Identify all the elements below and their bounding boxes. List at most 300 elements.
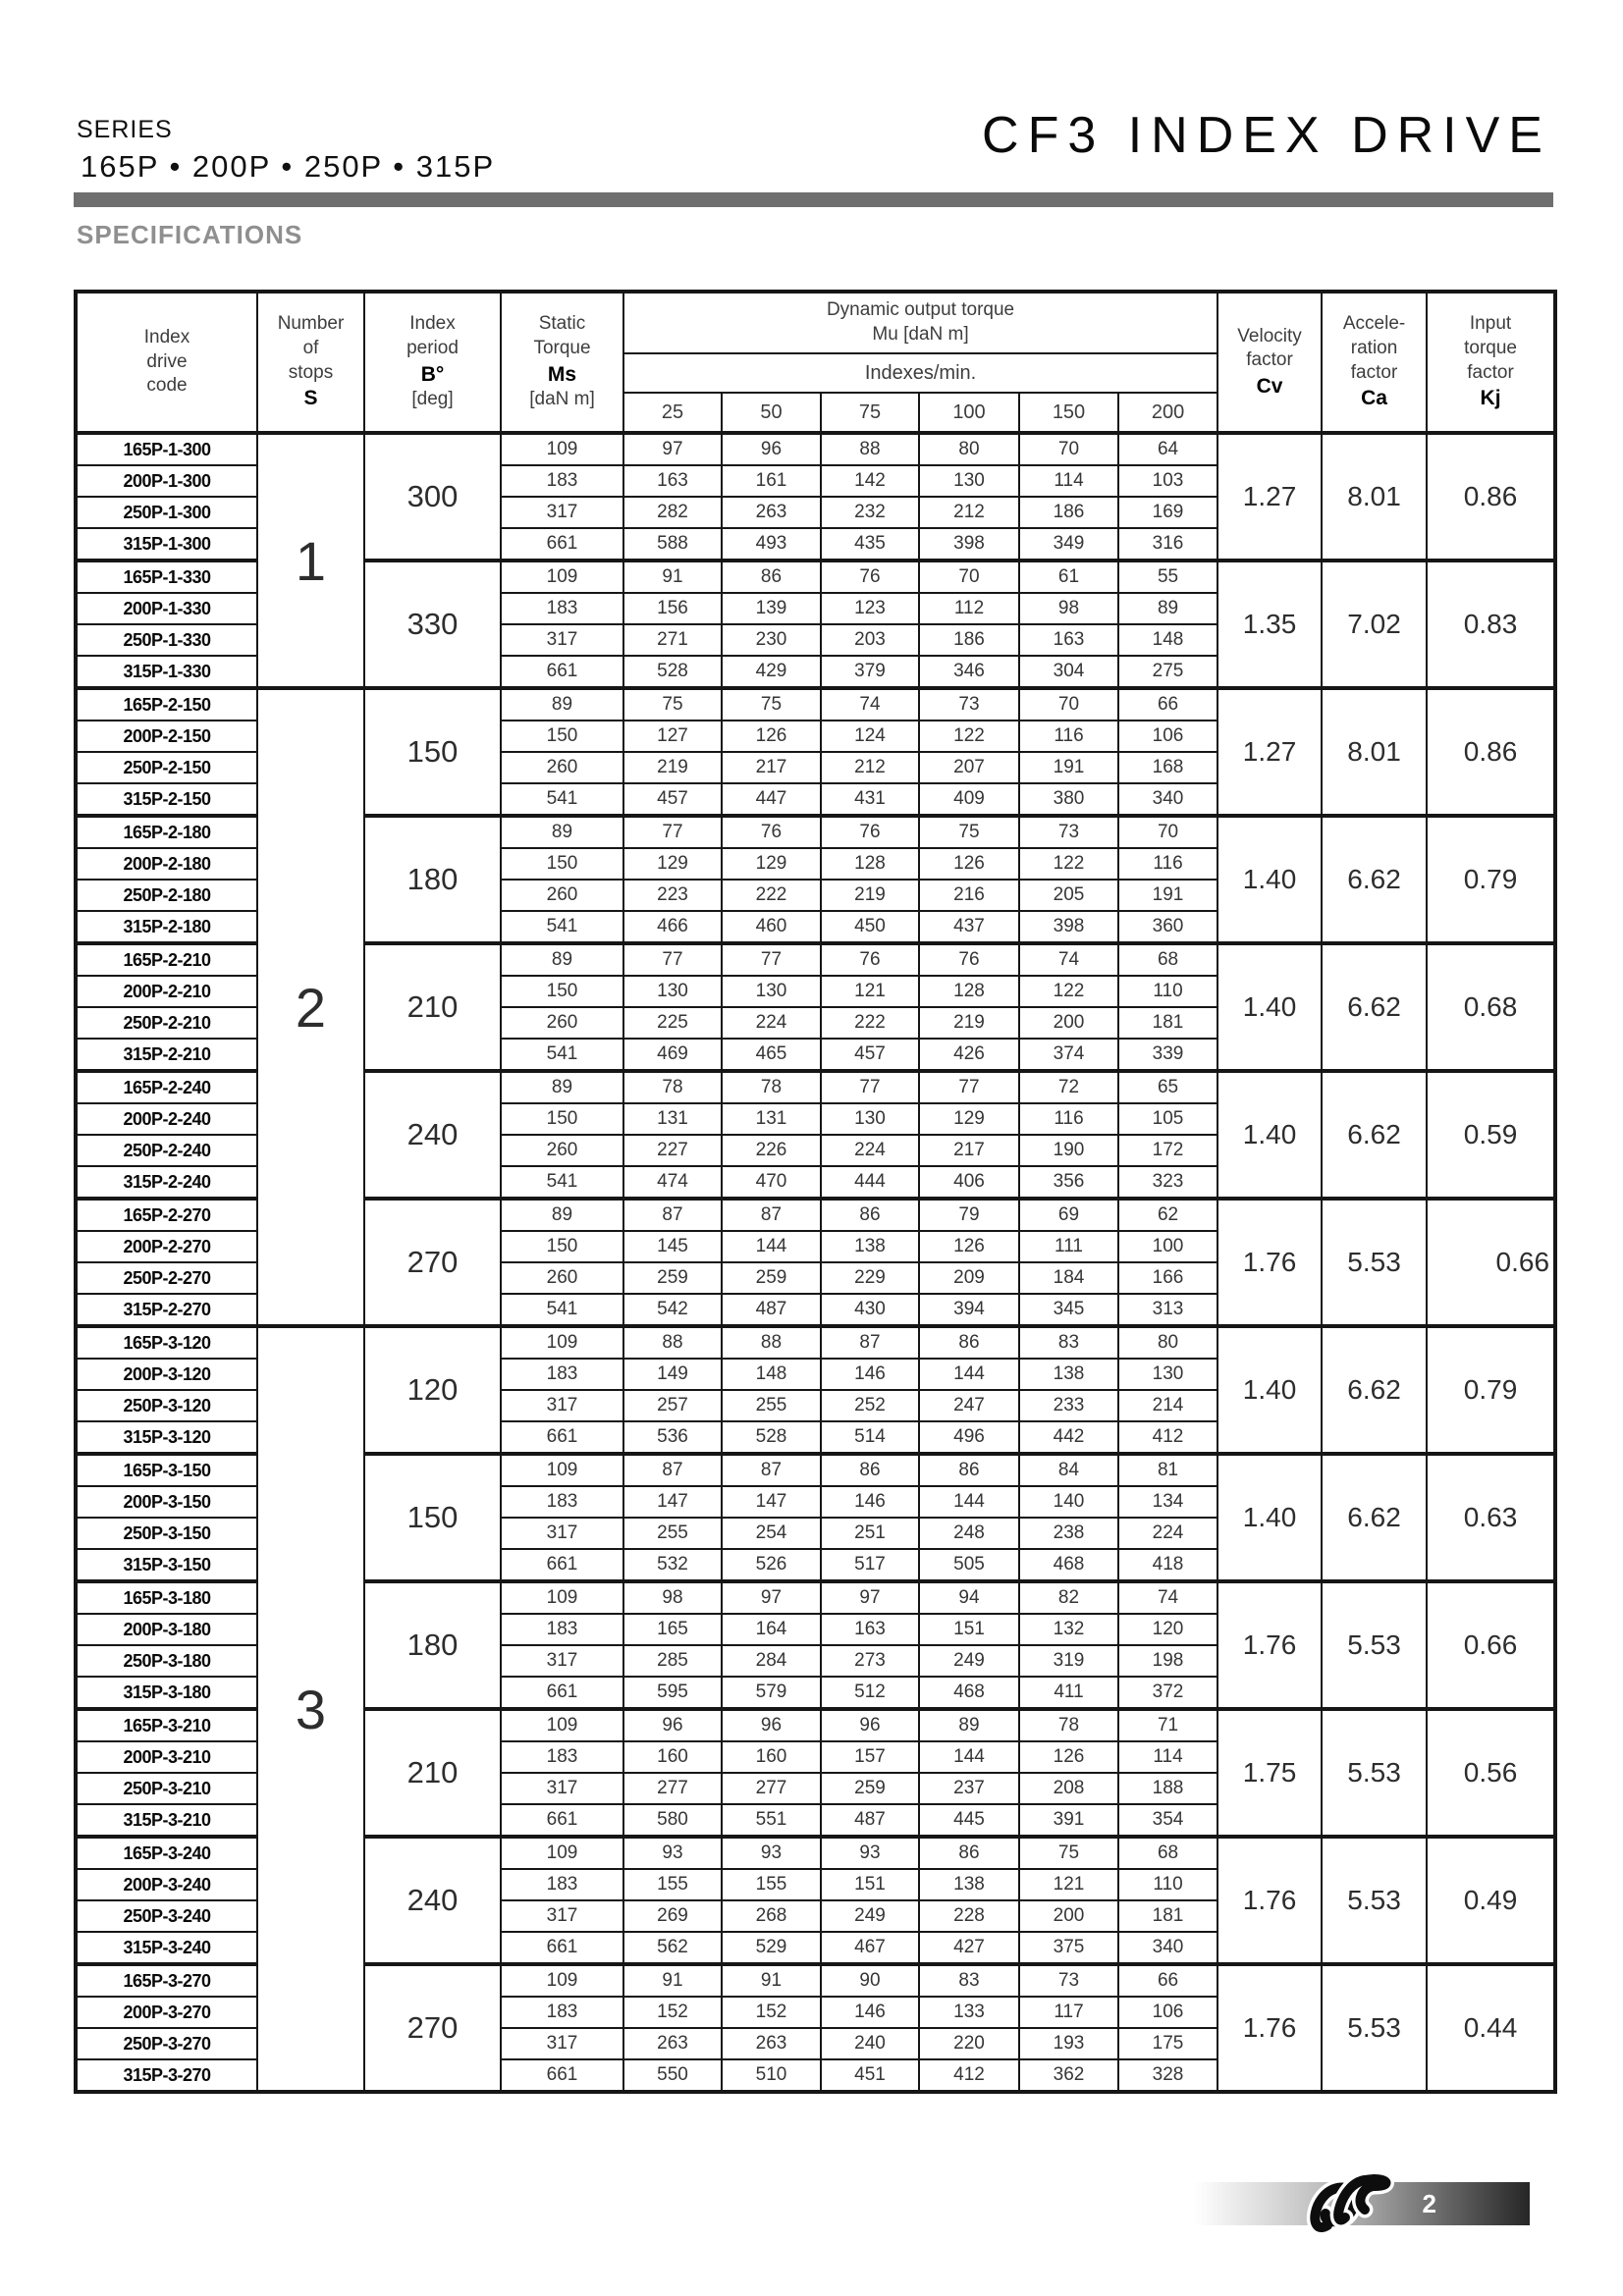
drive-code-cell: 315P-2-180 (76, 911, 257, 943)
dynamic-torque-cell: 78 (722, 1071, 821, 1103)
dynamic-torque-cell: 191 (1118, 880, 1217, 911)
dynamic-torque-cell: 128 (821, 848, 919, 880)
drive-code-cell: 200P-3-270 (76, 1997, 257, 2028)
dynamic-torque-cell: 93 (821, 1837, 919, 1869)
static-torque-cell: 183 (501, 465, 623, 497)
dynamic-torque-cell: 97 (722, 1581, 821, 1614)
header-index-drive-code: Index drive code (76, 292, 257, 433)
dynamic-torque-cell: 445 (919, 1804, 1019, 1837)
dynamic-torque-cell: 427 (919, 1932, 1019, 1964)
dynamic-torque-cell: 493 (722, 528, 821, 561)
dynamic-torque-cell: 426 (919, 1039, 1019, 1071)
static-torque-cell: 89 (501, 1199, 623, 1231)
static-torque-cell: 183 (501, 1741, 623, 1773)
dynamic-torque-cell: 131 (722, 1103, 821, 1135)
dynamic-torque-cell: 247 (919, 1390, 1019, 1421)
dynamic-torque-cell: 146 (821, 1359, 919, 1390)
dynamic-torque-cell: 437 (919, 911, 1019, 943)
drive-code-cell: 200P-3-240 (76, 1869, 257, 1900)
static-torque-cell: 661 (501, 528, 623, 561)
static-torque-cell: 150 (501, 1103, 623, 1135)
dynamic-torque-cell: 203 (821, 624, 919, 656)
dynamic-torque-cell: 216 (919, 880, 1019, 911)
dynamic-torque-cell: 77 (919, 1071, 1019, 1103)
drive-code-cell: 315P-2-240 (76, 1166, 257, 1199)
page-title: CF3 INDEX DRIVE (982, 107, 1551, 164)
drive-code-cell: 165P-2-270 (76, 1199, 257, 1231)
dynamic-torque-cell: 93 (722, 1837, 821, 1869)
velocity-factor-cell: 1.27 (1217, 688, 1322, 816)
dynamic-torque-cell: 447 (722, 783, 821, 816)
dynamic-torque-cell: 430 (821, 1294, 919, 1326)
acceleration-factor-cell: 6.62 (1322, 1454, 1427, 1581)
dynamic-torque-cell: 96 (623, 1709, 722, 1741)
dynamic-torque-cell: 193 (1019, 2028, 1118, 2059)
dynamic-torque-cell: 96 (821, 1709, 919, 1741)
index-period-cell: 210 (364, 1709, 501, 1837)
input-torque-factor-cell: 0.86 (1427, 688, 1555, 816)
dynamic-torque-cell: 86 (919, 1454, 1019, 1486)
dynamic-torque-cell: 450 (821, 911, 919, 943)
dynamic-torque-cell: 217 (919, 1135, 1019, 1166)
drive-code-cell: 200P-2-150 (76, 721, 257, 752)
dynamic-torque-cell: 190 (1019, 1135, 1118, 1166)
acceleration-factor-cell: 8.01 (1322, 688, 1427, 816)
static-torque-cell: 150 (501, 848, 623, 880)
dynamic-torque-cell: 96 (722, 433, 821, 465)
dynamic-torque-cell: 429 (722, 656, 821, 688)
dynamic-torque-cell: 339 (1118, 1039, 1217, 1071)
dynamic-torque-cell: 505 (919, 1549, 1019, 1581)
dynamic-torque-cell: 139 (722, 593, 821, 624)
dynamic-torque-cell: 181 (1118, 1007, 1217, 1039)
dynamic-torque-cell: 70 (1019, 688, 1118, 721)
dynamic-torque-cell: 380 (1019, 783, 1118, 816)
index-period-cell: 330 (364, 561, 501, 688)
dynamic-torque-cell: 134 (1118, 1486, 1217, 1518)
dynamic-torque-cell: 96 (722, 1709, 821, 1741)
static-torque-cell: 183 (501, 1614, 623, 1645)
dynamic-torque-cell: 76 (821, 816, 919, 848)
dynamic-torque-cell: 130 (1118, 1359, 1217, 1390)
drive-code-cell: 315P-2-150 (76, 783, 257, 816)
drive-code-cell: 315P-2-270 (76, 1294, 257, 1326)
dynamic-torque-cell: 284 (722, 1645, 821, 1677)
dynamic-torque-cell: 75 (722, 688, 821, 721)
drive-code-cell: 165P-2-240 (76, 1071, 257, 1103)
drive-code-cell: 200P-3-210 (76, 1741, 257, 1773)
dynamic-torque-cell: 76 (722, 816, 821, 848)
dynamic-torque-cell: 128 (919, 976, 1019, 1007)
dynamic-torque-cell: 354 (1118, 1804, 1217, 1837)
static-torque-cell: 109 (501, 1326, 623, 1359)
velocity-factor-cell: 1.40 (1217, 816, 1322, 943)
dynamic-torque-cell: 152 (722, 1997, 821, 2028)
header-input-torque-factor: Input torque factor Kj (1427, 292, 1555, 433)
dynamic-torque-cell: 75 (623, 688, 722, 721)
dynamic-torque-cell: 273 (821, 1645, 919, 1677)
drive-code-cell: 165P-3-150 (76, 1454, 257, 1486)
specifications-table (74, 290, 1557, 2094)
dynamic-torque-cell: 74 (1118, 1581, 1217, 1614)
dynamic-torque-cell: 138 (919, 1869, 1019, 1900)
drive-code-cell: 250P-3-120 (76, 1390, 257, 1421)
dynamic-torque-cell: 105 (1118, 1103, 1217, 1135)
input-torque-factor-cell: 0.44 (1427, 1964, 1555, 2092)
drive-code-cell: 315P-3-180 (76, 1677, 257, 1709)
drive-code-cell: 250P-3-180 (76, 1645, 257, 1677)
velocity-factor-cell: 1.76 (1217, 1964, 1322, 2092)
dynamic-torque-cell: 451 (821, 2059, 919, 2092)
acceleration-factor-cell: 6.62 (1322, 943, 1427, 1071)
static-torque-cell: 183 (501, 593, 623, 624)
drive-code-cell: 200P-2-180 (76, 848, 257, 880)
static-torque-cell: 317 (501, 1390, 623, 1421)
input-torque-factor-cell: 0.83 (1427, 561, 1555, 688)
static-torque-cell: 109 (501, 1964, 623, 1997)
acceleration-factor-cell: 5.53 (1322, 1199, 1427, 1326)
dynamic-torque-cell: 512 (821, 1677, 919, 1709)
dynamic-torque-cell: 80 (919, 433, 1019, 465)
dynamic-torque-cell: 88 (722, 1326, 821, 1359)
table-header (76, 292, 1555, 433)
dynamic-torque-cell: 78 (623, 1071, 722, 1103)
drive-code-cell: 315P-3-120 (76, 1421, 257, 1454)
static-torque-cell: 183 (501, 1359, 623, 1390)
static-torque-cell: 661 (501, 1549, 623, 1581)
header-speed-50: 50 (722, 393, 821, 433)
static-torque-cell: 541 (501, 1166, 623, 1199)
static-torque-cell: 109 (501, 1454, 623, 1486)
dynamic-torque-cell: 122 (1019, 848, 1118, 880)
dynamic-torque-cell: 138 (821, 1231, 919, 1262)
dynamic-torque-cell: 580 (623, 1804, 722, 1837)
velocity-factor-cell: 1.35 (1217, 561, 1322, 688)
dynamic-torque-cell: 514 (821, 1421, 919, 1454)
dynamic-torque-cell: 271 (623, 624, 722, 656)
dynamic-torque-cell: 77 (623, 943, 722, 976)
drive-code-cell: 250P-3-270 (76, 2028, 257, 2059)
dynamic-torque-cell: 528 (623, 656, 722, 688)
dynamic-torque-cell: 88 (821, 433, 919, 465)
dynamic-torque-cell: 487 (722, 1294, 821, 1326)
velocity-factor-cell: 1.76 (1217, 1581, 1322, 1709)
dynamic-torque-cell: 75 (919, 816, 1019, 848)
acceleration-factor-cell: 6.62 (1322, 1071, 1427, 1199)
drive-code-cell: 200P-3-150 (76, 1486, 257, 1518)
dynamic-torque-cell: 133 (919, 1997, 1019, 2028)
drive-code-cell: 315P-2-210 (76, 1039, 257, 1071)
dynamic-torque-cell: 233 (1019, 1390, 1118, 1421)
dynamic-torque-cell: 124 (821, 721, 919, 752)
dynamic-torque-cell: 222 (722, 880, 821, 911)
dynamic-torque-cell: 269 (623, 1900, 722, 1932)
index-period-cell: 240 (364, 1071, 501, 1199)
drive-code-cell: 165P-2-180 (76, 816, 257, 848)
dynamic-torque-cell: 275 (1118, 656, 1217, 688)
static-torque-cell: 109 (501, 561, 623, 593)
dynamic-torque-cell: 148 (1118, 624, 1217, 656)
dynamic-torque-cell: 224 (1118, 1518, 1217, 1549)
drive-code-cell: 250P-1-330 (76, 624, 257, 656)
drive-code-cell: 200P-2-240 (76, 1103, 257, 1135)
static-torque-cell: 541 (501, 1039, 623, 1071)
drive-code-cell: 250P-3-150 (76, 1518, 257, 1549)
header-indexes-per-min: Indexes/min. (623, 353, 1217, 393)
dynamic-torque-cell: 116 (1118, 848, 1217, 880)
dynamic-torque-cell: 248 (919, 1518, 1019, 1549)
dynamic-torque-cell: 562 (623, 1932, 722, 1964)
dynamic-torque-cell: 360 (1118, 911, 1217, 943)
dynamic-torque-cell: 117 (1019, 1997, 1118, 2028)
dynamic-torque-cell: 129 (919, 1103, 1019, 1135)
dynamic-torque-cell: 87 (722, 1454, 821, 1486)
dynamic-torque-cell: 411 (1019, 1677, 1118, 1709)
dynamic-torque-cell: 106 (1118, 1997, 1217, 2028)
dynamic-torque-cell: 157 (821, 1741, 919, 1773)
dynamic-torque-cell: 172 (1118, 1135, 1217, 1166)
dynamic-torque-cell: 259 (623, 1262, 722, 1294)
dynamic-torque-cell: 94 (919, 1581, 1019, 1614)
dynamic-torque-cell: 86 (919, 1326, 1019, 1359)
dynamic-torque-cell: 188 (1118, 1773, 1217, 1804)
drive-code-cell: 250P-2-240 (76, 1135, 257, 1166)
dynamic-torque-cell: 163 (623, 465, 722, 497)
dynamic-torque-cell: 225 (623, 1007, 722, 1039)
dynamic-torque-cell: 255 (623, 1518, 722, 1549)
dynamic-torque-cell: 116 (1019, 1103, 1118, 1135)
dynamic-torque-cell: 214 (1118, 1390, 1217, 1421)
static-torque-cell: 661 (501, 1804, 623, 1837)
dynamic-torque-cell: 129 (722, 848, 821, 880)
dynamic-torque-cell: 147 (623, 1486, 722, 1518)
drive-code-cell: 250P-2-210 (76, 1007, 257, 1039)
dynamic-torque-cell: 71 (1118, 1709, 1217, 1741)
dynamic-torque-cell: 112 (919, 593, 1019, 624)
drive-code-cell: 250P-1-300 (76, 497, 257, 528)
dynamic-torque-cell: 200 (1019, 1007, 1118, 1039)
dynamic-torque-cell: 91 (623, 561, 722, 593)
dynamic-torque-cell: 81 (1118, 1454, 1217, 1486)
dynamic-torque-cell: 69 (1019, 1199, 1118, 1231)
static-torque-cell: 183 (501, 1869, 623, 1900)
drive-code-cell: 200P-2-270 (76, 1231, 257, 1262)
dynamic-torque-cell: 77 (821, 1071, 919, 1103)
dynamic-torque-cell: 82 (1019, 1581, 1118, 1614)
static-torque-cell: 317 (501, 2028, 623, 2059)
dynamic-torque-cell: 86 (821, 1454, 919, 1486)
static-torque-cell: 661 (501, 1677, 623, 1709)
dynamic-torque-cell: 268 (722, 1900, 821, 1932)
dynamic-torque-cell: 146 (821, 1486, 919, 1518)
dynamic-torque-cell: 205 (1019, 880, 1118, 911)
dynamic-torque-cell: 68 (1118, 943, 1217, 976)
dynamic-torque-cell: 175 (1118, 2028, 1217, 2059)
input-torque-factor-cell: 0.68 (1427, 943, 1555, 1071)
velocity-factor-cell: 1.75 (1217, 1709, 1322, 1837)
drive-code-cell: 165P-1-300 (76, 433, 257, 465)
dynamic-torque-cell: 163 (1019, 624, 1118, 656)
header-speed-200: 200 (1118, 393, 1217, 433)
drive-code-cell: 315P-3-270 (76, 2059, 257, 2092)
drive-code-cell: 315P-1-330 (76, 656, 257, 688)
title-divider-bar (74, 192, 1553, 207)
dynamic-torque-cell: 72 (1019, 1071, 1118, 1103)
dynamic-torque-cell: 70 (1118, 816, 1217, 848)
page-number: 2 (1422, 2189, 1436, 2218)
dynamic-torque-cell: 77 (623, 816, 722, 848)
dynamic-torque-cell: 442 (1019, 1421, 1118, 1454)
table-row (76, 688, 1555, 721)
dynamic-torque-cell: 156 (623, 593, 722, 624)
dynamic-torque-cell: 91 (623, 1964, 722, 1997)
dynamic-torque-cell: 90 (821, 1964, 919, 1997)
dynamic-torque-cell: 126 (919, 848, 1019, 880)
dynamic-torque-cell: 76 (821, 561, 919, 593)
velocity-factor-cell: 1.40 (1217, 1326, 1322, 1454)
dynamic-torque-cell: 186 (919, 624, 1019, 656)
dynamic-torque-cell: 77 (722, 943, 821, 976)
dynamic-torque-cell: 316 (1118, 528, 1217, 561)
dynamic-torque-cell: 80 (1118, 1326, 1217, 1359)
static-torque-cell: 260 (501, 752, 623, 783)
dynamic-torque-cell: 148 (722, 1359, 821, 1390)
drive-code-cell: 200P-3-120 (76, 1359, 257, 1390)
static-torque-cell: 89 (501, 943, 623, 976)
dynamic-torque-cell: 285 (623, 1645, 722, 1677)
dynamic-torque-cell: 550 (623, 2059, 722, 2092)
header-acceleration-factor: Accele- ration factor Ca (1322, 292, 1427, 433)
dynamic-torque-cell: 155 (722, 1869, 821, 1900)
dynamic-torque-cell: 161 (722, 465, 821, 497)
dynamic-torque-cell: 588 (623, 528, 722, 561)
index-period-cell: 180 (364, 1581, 501, 1709)
acceleration-factor-cell: 6.62 (1322, 1326, 1427, 1454)
input-torque-factor-cell: 0.79 (1427, 816, 1555, 943)
dynamic-torque-cell: 345 (1019, 1294, 1118, 1326)
company-logo (1300, 2161, 1408, 2247)
dynamic-torque-cell: 595 (623, 1677, 722, 1709)
index-period-cell: 270 (364, 1199, 501, 1326)
static-torque-cell: 317 (501, 1645, 623, 1677)
dynamic-torque-cell: 84 (1019, 1454, 1118, 1486)
index-period-cell: 240 (364, 1837, 501, 1964)
dynamic-torque-cell: 93 (623, 1837, 722, 1869)
dynamic-torque-cell: 68 (1118, 1837, 1217, 1869)
dynamic-torque-cell: 122 (1019, 976, 1118, 1007)
dynamic-torque-cell: 87 (623, 1199, 722, 1231)
dynamic-torque-cell: 251 (821, 1518, 919, 1549)
drive-code-cell: 165P-3-120 (76, 1326, 257, 1359)
dynamic-torque-cell: 219 (623, 752, 722, 783)
header-speed-75: 75 (821, 393, 919, 433)
dynamic-torque-cell: 209 (919, 1262, 1019, 1294)
drive-code-cell: 315P-3-150 (76, 1549, 257, 1581)
static-torque-cell: 89 (501, 816, 623, 848)
dynamic-torque-cell: 126 (919, 1231, 1019, 1262)
dynamic-torque-cell: 374 (1019, 1039, 1118, 1071)
acceleration-factor-cell: 5.53 (1322, 1581, 1427, 1709)
dynamic-torque-cell: 114 (1118, 1741, 1217, 1773)
dynamic-torque-cell: 64 (1118, 433, 1217, 465)
static-torque-cell: 317 (501, 624, 623, 656)
dynamic-torque-cell: 460 (722, 911, 821, 943)
series-models: 165P • 200P • 250P • 315P (81, 149, 496, 184)
dynamic-torque-cell: 240 (821, 2028, 919, 2059)
dynamic-torque-cell: 163 (821, 1614, 919, 1645)
acceleration-factor-cell: 8.01 (1322, 433, 1427, 561)
index-period-cell: 150 (364, 688, 501, 816)
dynamic-torque-cell: 257 (623, 1390, 722, 1421)
dynamic-torque-cell: 55 (1118, 561, 1217, 593)
dynamic-torque-cell: 431 (821, 783, 919, 816)
static-torque-cell: 317 (501, 497, 623, 528)
dynamic-torque-cell: 375 (1019, 1932, 1118, 1964)
dynamic-torque-cell: 536 (623, 1421, 722, 1454)
dynamic-torque-cell: 138 (1019, 1359, 1118, 1390)
dynamic-torque-cell: 151 (821, 1869, 919, 1900)
dynamic-torque-cell: 319 (1019, 1645, 1118, 1677)
static-torque-cell: 183 (501, 1997, 623, 2028)
dynamic-torque-cell: 435 (821, 528, 919, 561)
header-static-torque: Static Torque Ms [daN m] (501, 292, 623, 433)
dynamic-torque-cell: 474 (623, 1166, 722, 1199)
dynamic-torque-cell: 110 (1118, 976, 1217, 1007)
dynamic-torque-cell: 155 (623, 1869, 722, 1900)
header-speed-25: 25 (623, 393, 722, 433)
input-torque-factor-cell: 0.79 (1427, 1326, 1555, 1454)
spec-table-body (76, 433, 1555, 2092)
dynamic-torque-cell: 200 (1019, 1900, 1118, 1932)
dynamic-torque-cell: 73 (1019, 1964, 1118, 1997)
dynamic-torque-cell: 66 (1118, 688, 1217, 721)
drive-code-cell: 250P-3-240 (76, 1900, 257, 1932)
dynamic-torque-cell: 87 (821, 1326, 919, 1359)
dynamic-torque-cell: 142 (821, 465, 919, 497)
dynamic-torque-cell: 469 (623, 1039, 722, 1071)
dynamic-torque-cell: 130 (919, 465, 1019, 497)
dynamic-torque-cell: 83 (1019, 1326, 1118, 1359)
dynamic-torque-cell: 144 (919, 1741, 1019, 1773)
index-period-cell: 150 (364, 1454, 501, 1581)
header-speed-150: 150 (1019, 393, 1118, 433)
dynamic-torque-cell: 228 (919, 1900, 1019, 1932)
dynamic-torque-cell: 181 (1118, 1900, 1217, 1932)
section-title: SPECIFICATIONS (77, 220, 303, 249)
input-torque-factor-cell: 0.59 (1427, 1071, 1555, 1199)
dynamic-torque-cell: 349 (1019, 528, 1118, 561)
dynamic-torque-cell: 526 (722, 1549, 821, 1581)
static-torque-cell: 541 (501, 911, 623, 943)
dynamic-torque-cell: 66 (1118, 1964, 1217, 1997)
drive-code-cell: 200P-1-300 (76, 465, 257, 497)
drive-code-cell: 165P-2-210 (76, 943, 257, 976)
acceleration-factor-cell: 6.62 (1322, 816, 1427, 943)
dynamic-torque-cell: 517 (821, 1549, 919, 1581)
number-of-stops-cell: 2 (257, 688, 364, 1326)
drive-code-cell: 315P-3-210 (76, 1804, 257, 1837)
dynamic-torque-cell: 73 (1019, 816, 1118, 848)
dynamic-torque-cell: 126 (722, 721, 821, 752)
drive-code-cell: 250P-2-270 (76, 1262, 257, 1294)
header-dynamic-output-torque: Dynamic output torque Mu [daN m] (623, 292, 1217, 353)
static-torque-cell: 661 (501, 656, 623, 688)
dynamic-torque-cell: 144 (919, 1359, 1019, 1390)
dynamic-torque-cell: 87 (623, 1454, 722, 1486)
dynamic-torque-cell: 328 (1118, 2059, 1217, 2092)
dynamic-torque-cell: 89 (919, 1709, 1019, 1741)
dynamic-torque-cell: 528 (722, 1421, 821, 1454)
